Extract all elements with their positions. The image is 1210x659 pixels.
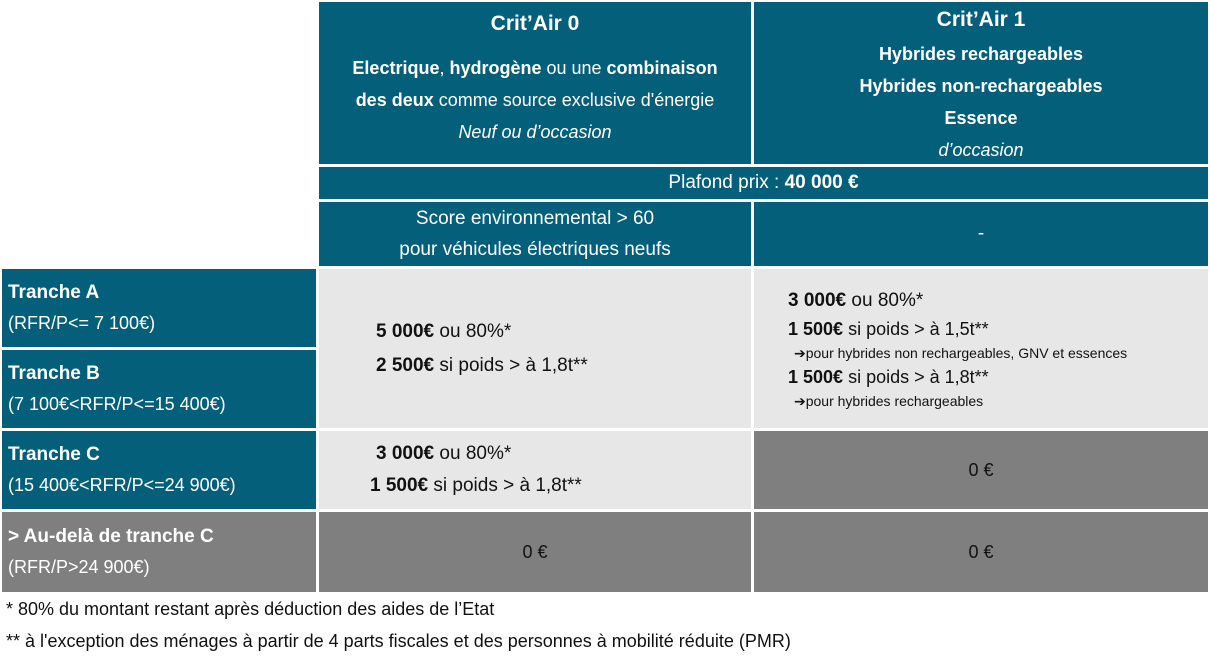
cell-ab-critair0 [319,269,751,428]
header-critair0 [319,2,751,164]
ab-c1-note1: ➔pour hybrides non rechargeables, GNV et essences [794,344,1128,361]
tranche-a-title: Tranche A [8,282,100,303]
c-c0-line1: 3 000€ ou 80%* [376,443,512,464]
cell-d-critair1 [754,512,1208,592]
cell-d-critair0 [319,512,751,592]
critair0-line1: Electrique, hydrogène ou une combinaison [352,58,718,78]
score-dash: - [977,223,985,244]
score-line1: Score environnemental > 60 [415,208,655,229]
d-c1-value: 0 € [968,541,994,562]
tranche-b-range: (7 100€<RFR/P<=15 400€) [8,394,226,414]
plafond-row [319,167,1208,199]
critair1-title: Crit’Air 1 [936,8,1026,31]
critair0-line2: des deux comme source exclusive d'énergie [355,90,715,110]
tranche-b-title: Tranche B [8,363,100,384]
score-cell-col1 [319,202,751,266]
row-label-tranche-a [2,269,316,347]
footnote-1: * 80% du montant restant après déduction des aides de l’Etat [6,599,495,619]
header-critair1 [754,2,1208,164]
critair1-line4: d’occasion [938,140,1024,160]
beyond-c-range: (RFR/P>24 900€) [8,557,150,577]
critair0-title: Crit’Air 0 [490,12,580,35]
row-label-beyond-c [2,512,316,592]
critair1-line1: Hybrides rechargeables [878,44,1084,64]
ab-c0-line1: 5 000€ ou 80%* [376,320,512,342]
tranche-a-range: (RFR/P<= 7 100€) [8,313,156,333]
c-c0-line2: 1 500€ si poids > à 1,8t** [370,475,582,496]
d-c0-value: 0 € [522,541,548,562]
tranche-c-title: Tranche C [8,444,100,465]
score-cell-col2 [754,202,1208,266]
cell-c-critair1 [754,431,1208,509]
plafond-text: Plafond prix : 40 000 € [668,172,859,193]
critair1-line2: Hybrides non-rechargeables [859,76,1103,96]
tranche-c-range: (15 400€<RFR/P<=24 900€) [8,475,236,495]
ab-c1-line2: 1 500€ si poids > à 1,5t** [788,318,989,339]
critair1-line3: Essence [944,108,1018,128]
ab-c0-line2: 2 500€ si poids > à 1,8t** [376,354,588,376]
footnote-2: ** à l'exception des ménages à partir de 4 parts fiscales et des personnes à mobilité réduite (PMR) [6,631,791,651]
critair0-line3: Neuf ou d’occasion [458,122,612,142]
row-label-tranche-b [2,350,316,428]
c-c1-value: 0 € [968,459,994,480]
beyond-c-title: > Au-delà de tranche C [8,526,214,547]
row-label-tranche-c [2,431,316,509]
cell-ab-critair1 [754,269,1208,428]
score-line2: pour véhicules électriques neufs [399,239,671,260]
ab-c1-note2: ➔pour hybrides rechargeables [794,392,984,409]
ab-c1-line3: 1 500€ si poids > à 1,8t** [788,366,989,387]
cell-c-critair0 [319,431,751,509]
ab-c1-line1: 3 000€ ou 80%* [788,289,924,311]
